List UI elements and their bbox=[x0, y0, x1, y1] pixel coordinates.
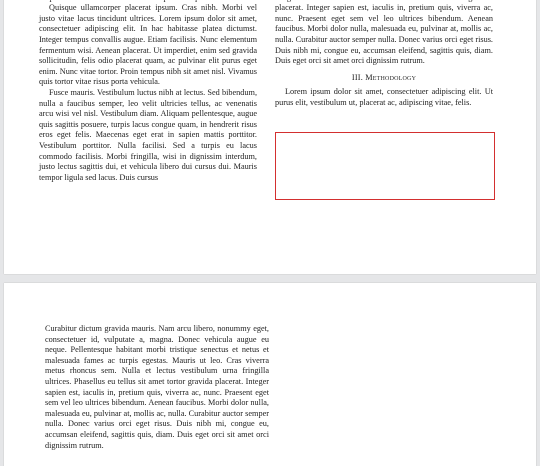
paragraph: Lorem ipsum dolor sit amet, consectetuer adipiscing elit. Ut purus elit, vestibulum ut, placerat ac, adipiscing vitae, felis. bbox=[275, 87, 493, 107]
section-heading bbox=[275, 73, 493, 84]
section-number: III. bbox=[351, 72, 363, 82]
paragraph: Fusce mauris. Vestibulum luctus nibh at lectus. Sed bibendum, nulla a faucibus semper, leo velit ultricies tellus, ac venenatis arcu wisi vel nisl. Vestibulum diam. Aliquam pellentesque, augue quis sagittis posuere, turpis lacus congue quam, in hendrerit risus eros eget felis. Maecenas eget erat in sapien mattis porttitor. Vestibulum porttitor. Nulla facilisi. Sed a turpis eu lacus commodo facilisis. Morbi fringilla, wisi in dignissim interdum, justo lectus sagittis dui, et vehicula libero dui cursus dui. Mauris tempor ligula sed lacus. Duis cursus bbox=[39, 87, 257, 182]
page1-right-column bbox=[275, 0, 493, 109]
paragraph: Curabitur dictum gravida mauris. Nam arcu libero, nonummy eget, consectetuer id, vulputate a, magna. Donec vehicula augue eu neque. Pellentesque habitant morbi tristique senectus et netus et malesuada fames ac turpis egestas. Mauris ut leo. Cras viverra metus rhoncus sem. Nulla et lectus vestibulum urna fringilla ultrices. Phasellus eu tellus sit amet tortor gravida placerat. Integer sapien est, iaculis in, pretium quis, viverra ac, nunc. Praesent eget sem vel leo ultrices bibendum. Aenean faucibus. Morbi dolor nulla, malesuada eu, pulvinar at, mollis ac, nulla. Curabitur auctor semper nulla. Donec varius orci eget risus. Duis nibh mi, congue eu, accumsan eleifend, sagittis quis, diam. Duis eget orci sit amet orci dignissim rutrum. bbox=[45, 324, 269, 450]
section-title: Methodology bbox=[365, 72, 417, 82]
document-page-1 bbox=[4, 0, 536, 274]
page1-left-column bbox=[39, 0, 257, 183]
page2-left-column bbox=[45, 324, 269, 451]
figure-placeholder-box bbox=[275, 132, 495, 200]
paragraph: placerat. Integer sapien est, iaculis in, pretium quis, viverra ac, nunc. Praesent eget sem vel leo ultrices bibendum. Aenean faucibus. Morbi dolor nulla, malesuada eu, pulvinar at, mollis ac, nulla. Curabitur auctor semper nulla. Donec varius orci eget risus. Duis nibh mi, congue eu, accumsan eleifend, sagittis quis, diam. Duis eget orci sit amet orci dignissim rutrum. bbox=[275, 3, 493, 66]
document-page-2 bbox=[4, 283, 536, 466]
paragraph: Quisque ullamcorper placerat ipsum. Cras nibh. Morbi vel justo vitae lacus tincidunt ultrices. Lorem ipsum dolor sit amet, consectetuer adipiscing elit. In hac habitasse platea dictumst. Integer tempus convallis augue. Etiam facilisis. Nunc elementum fermentum wisi. Aenean placerat. Ut imperdiet, enim sed gravida sollicitudin, felis odio placerat quam, ac pulvinar elit purus eget enim. Nunc vitae tortor. Proin tempus nibh sit amet nisl. Vivamus quis tortor vitae risus porta vehicula. bbox=[39, 3, 257, 87]
